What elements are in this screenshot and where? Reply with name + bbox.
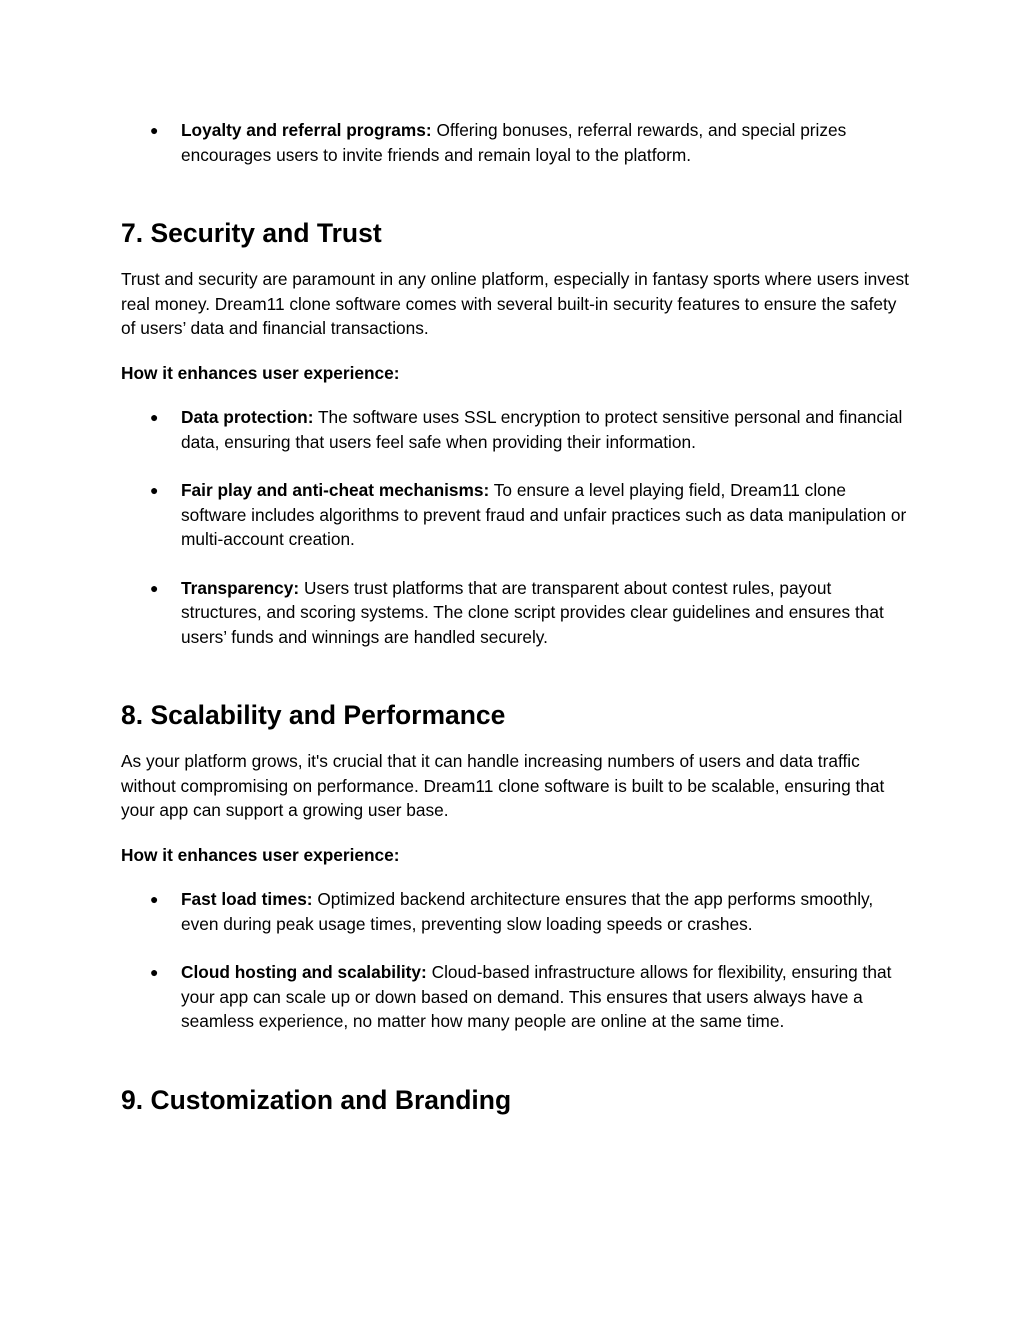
section-body: Trust and security are paramount in any online platform, especially in fantasy sports where users invest real money. Dream11 clone software comes with several built-in security features to ensure the safety of users’ data and financial transactions. — [121, 269, 909, 338]
section-body: As your platform grows, it's crucial that it can handle increasing numbers of users and data traffic without compromising on performance. Dream11 clone software is built to be scalable, ensuring that your app can support a growing user base. — [121, 751, 885, 820]
bullet-lead: Loyalty and referral programs: — [181, 120, 432, 140]
bullet-text: To ensure a level playing field, Dream11 clone software includes algorithms to prevent fraud and unfair practices such as data manipulation or multi-account creation. — [181, 480, 907, 549]
section-subheading: How it enhances user experience: — [121, 844, 400, 865]
list-item — [150, 478, 914, 552]
bullet-icon: ● — [150, 891, 159, 907]
section-heading: 7. Security and Trust — [121, 218, 382, 248]
bullet-text: The software uses SSL encryption to protect sensitive personal and financial data, ensuring that users feel safe when providing their information. — [181, 407, 903, 452]
bullet-lead: Cloud hosting and scalability: — [181, 962, 427, 982]
list-item — [150, 576, 914, 650]
bullet-lead: Transparency: — [181, 577, 300, 598]
bullet-icon: ● — [150, 122, 159, 138]
bullet-icon: ● — [150, 482, 159, 498]
bullet-icon: ● — [150, 964, 159, 980]
bullet-text: Cloud-based infrastructure allows for flexibility, ensuring that your app can scale up or down based on demand. This ensures that users always have a seamless experience, no matter how many people are online at the same time. — [181, 962, 892, 1031]
bullet-list — [121, 887, 914, 1034]
list-item — [150, 887, 914, 936]
section-subheading: How it enhances user experience: — [121, 362, 400, 383]
bullet-lead: Fair play and anti-cheat mechanisms: — [181, 480, 490, 500]
list-item — [150, 118, 914, 167]
bullet-icon: ● — [150, 579, 159, 596]
section-heading: 9. Customization and Branding — [121, 1084, 512, 1115]
bullet-text: Optimized backend architecture ensures that the app performs smoothly, even during peak usage times, preventing slow loading speeds or crashes. — [181, 889, 874, 934]
bullet-text: Offering bonuses, referral rewards, and special prizes encourages users to invite friends and remain loyal to the platform. — [181, 120, 847, 165]
bullet-list — [121, 405, 914, 649]
bullet-lead: Fast load times: — [181, 889, 313, 909]
bullet-icon: ● — [150, 409, 159, 425]
list-item — [150, 405, 914, 454]
section-heading: 8. Scalability and Performance — [121, 700, 506, 730]
bullet-text: Users trust platforms that are transparent about contest rules, payout structures, and scoring systems. The clone script provides clear guidelines and ensures that users’ funds and winnings are handled securely. — [181, 577, 884, 647]
list-item — [150, 960, 914, 1034]
bullet-lead: Data protection: — [181, 407, 314, 427]
